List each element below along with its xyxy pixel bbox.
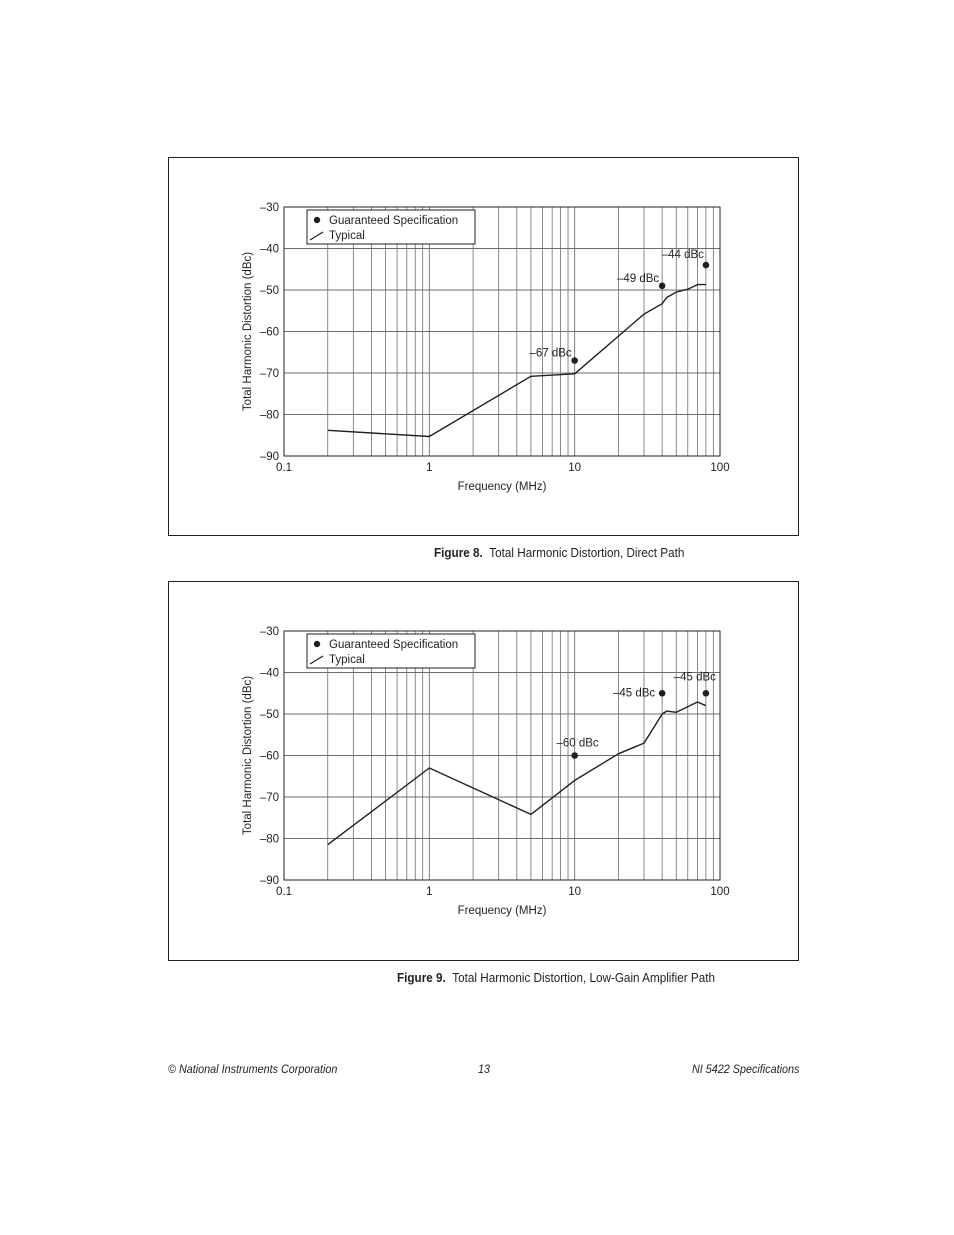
- chart2-ytick-label: –70: [259, 792, 279, 804]
- chart2-ytick-label: –40: [259, 667, 279, 680]
- chart2-legend-dot: [314, 641, 320, 647]
- chart2-point-label: –45 dBc: [612, 687, 656, 700]
- chart1-xtick-label: 10: [568, 462, 582, 474]
- chart1-ytick-label: –70: [259, 368, 279, 380]
- chart2-xtick-label: 10: [568, 886, 582, 898]
- thd-direct-path-chart: [169, 158, 800, 537]
- chart1-ytick-label: –30: [259, 202, 279, 214]
- chart1-ytick-label: –40: [259, 243, 279, 256]
- chart1-point-label: –44 dBc: [661, 249, 704, 262]
- footer-page-number: 13: [478, 1062, 491, 1076]
- chart1-x-axis-title: Frequency (MHz): [457, 481, 547, 493]
- chart1-legend: [307, 210, 475, 244]
- chart1-point-label: –49 dBc: [616, 272, 660, 285]
- chart2-xtick-label: 100: [710, 886, 730, 898]
- chart1-ytick-label: –50: [259, 285, 279, 297]
- footer-copyright: © National Instruments Corporation: [168, 1062, 338, 1076]
- footer-document-title: NI 5422 Specifications: [691, 1062, 799, 1076]
- figure-8-label: Figure 8.: [434, 545, 483, 560]
- chart2-point-label: –60 dBc: [556, 737, 599, 750]
- chart1-legend-entry: Guaranteed Specification: [329, 215, 459, 227]
- chart2-ytick-label: –90: [259, 875, 279, 887]
- chart2-ytick-label: –50: [259, 709, 279, 721]
- chart2-ytick-label: –30: [259, 626, 279, 638]
- chart1-guaranteed-point: [659, 283, 666, 290]
- chart1-guaranteed-point: [703, 262, 710, 269]
- figure-9-title: Total Harmonic Distortion, Low-Gain Amplifier Path: [452, 970, 715, 985]
- chart1-guaranteed-point: [571, 357, 578, 364]
- chart1-xtick-label: 0.1: [276, 462, 292, 474]
- chart1-legend-entry: Typical: [329, 230, 365, 242]
- chart2-xtick-label: 1: [426, 886, 433, 898]
- chart2-guaranteed-point: [703, 690, 710, 697]
- chart2-guaranteed-point: [571, 752, 578, 759]
- chart2-legend-entry: Typical: [329, 654, 365, 666]
- chart2-legend: [307, 634, 475, 668]
- chart2-ytick-label: –60: [259, 750, 279, 763]
- figure-9-label: Figure 9.: [397, 970, 446, 985]
- chart1-xtick-label: 100: [710, 462, 730, 474]
- chart2-x-axis-title: Frequency (MHz): [457, 905, 547, 917]
- chart1-ytick-label: –60: [259, 326, 279, 339]
- figure-8-chart: [168, 157, 799, 536]
- chart1-ytick-label: –80: [259, 409, 279, 422]
- chart1-y-axis-title: Total Harmonic Distortion (dBc): [242, 251, 254, 412]
- figure-8-caption: [434, 545, 684, 560]
- chart2-point-label: –45 dBc: [673, 671, 716, 684]
- figure-9-caption: [397, 970, 715, 985]
- figure-9-chart: [168, 581, 799, 961]
- chart2-guaranteed-point: [659, 690, 666, 697]
- chart2-y-axis-title: Total Harmonic Distortion (dBc): [242, 675, 254, 836]
- thd-low-gain-path-chart: [169, 582, 800, 962]
- chart2-xtick-label: 0.1: [276, 886, 292, 898]
- chart1-legend-dot: [314, 217, 320, 223]
- chart2-legend-entry: Guaranteed Specification: [329, 639, 459, 651]
- chart1-ytick-label: –90: [259, 451, 279, 463]
- figure-8-title: Total Harmonic Distortion, Direct Path: [489, 545, 685, 560]
- chart2-ytick-label: –80: [259, 833, 279, 846]
- chart1-xtick-label: 1: [426, 462, 433, 474]
- chart1-point-label: –67 dBc: [529, 347, 572, 360]
